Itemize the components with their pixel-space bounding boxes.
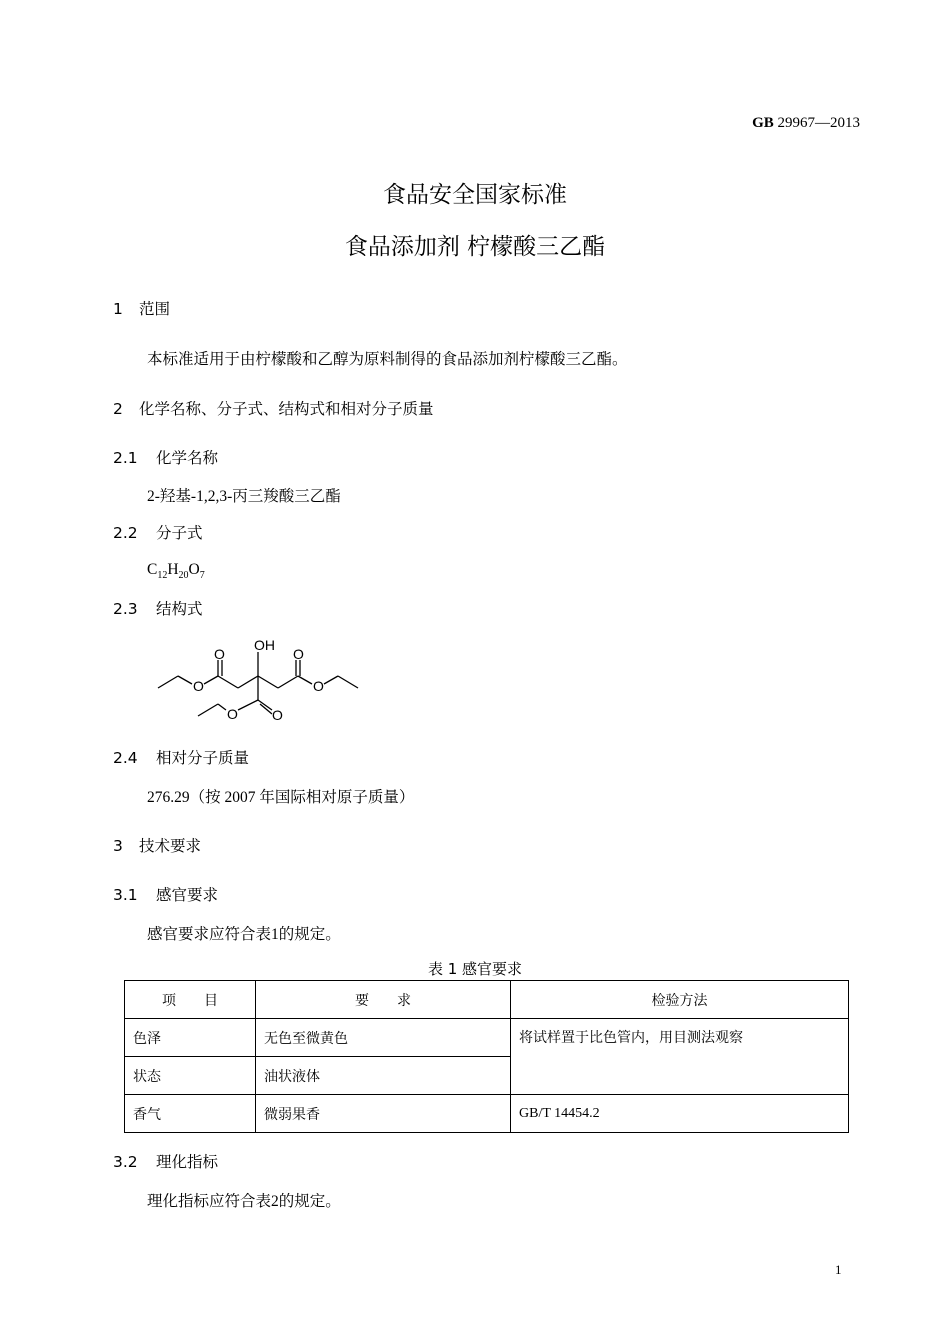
cell-method-merged: 将试样置于比色管内，用目测法观察: [511, 1019, 849, 1095]
formula-c: C: [147, 561, 158, 578]
section-title: 感官要求: [156, 886, 219, 904]
section-number: 2.2: [113, 524, 138, 542]
section-2-1-heading: [113, 446, 218, 468]
molecular-weight: 276.29（按 2007 年国际相对原子质量）: [147, 789, 415, 806]
structural-formula: [150, 630, 370, 730]
section-number: 2.3: [113, 600, 138, 618]
ester-o-label: O: [227, 706, 238, 722]
header-method: 检验方法: [511, 981, 849, 1019]
table-1: [124, 980, 849, 1133]
section-number: 2.1: [113, 449, 138, 467]
header-item: 项 目: [125, 981, 256, 1019]
formula-h-sub: 20: [178, 570, 189, 582]
standard-prefix: GB: [752, 115, 774, 131]
table-1-caption: 表 1 感官要求: [427, 960, 523, 978]
cell-requirement: 微弱果香: [256, 1095, 511, 1133]
formula-c-sub: 12: [157, 570, 168, 582]
hydroxyl-label: OH: [254, 637, 275, 653]
section-number: 3.2: [113, 1153, 138, 1171]
section-number: 2.4: [113, 749, 138, 767]
ester-o-label: O: [313, 678, 324, 694]
section-3-1-heading: [113, 883, 218, 905]
section-title: 化学名称: [156, 449, 219, 467]
section-2-4-heading: [113, 746, 249, 768]
document-subtitle: 食品添加剂 柠檬酸三乙酯: [344, 234, 606, 260]
section-number: 3: [113, 837, 123, 855]
section-number: 1: [113, 300, 123, 318]
section-title: 分子式: [156, 524, 203, 542]
section-1-text: 本标准适用于由柠檬酸和乙醇为原料制得的食品添加剂柠檬酸三乙酯。: [147, 351, 628, 368]
section-2-3-heading: [113, 597, 203, 619]
cell-item: 香气: [125, 1095, 256, 1133]
section-title: 技术要求: [139, 837, 202, 855]
section-3-2-text: 理化指标应符合表2的规定。: [147, 1193, 341, 1210]
table-row: [125, 1095, 849, 1133]
table-row: [125, 1019, 849, 1057]
section-title: 相对分子质量: [156, 749, 250, 767]
standard-code: [752, 115, 860, 132]
ester-o-label: O: [193, 678, 204, 694]
standard-number: 29967—2013: [777, 115, 860, 131]
carbonyl-o-label: O: [214, 646, 225, 662]
section-title: 化学名称、分子式、结构式和相对分子质量: [139, 400, 434, 418]
section-title: 理化指标: [156, 1153, 219, 1171]
section-3-1-text: 感官要求应符合表1的规定。: [147, 926, 341, 943]
formula-o-sub: 7: [199, 570, 205, 582]
section-number: 3.1: [113, 886, 138, 904]
section-number: 2: [113, 400, 123, 418]
section-3-2-heading: [113, 1150, 218, 1172]
section-2-heading: [113, 397, 434, 419]
chemical-name: 2-羟基-1,2,3-丙三羧酸三乙酯: [147, 488, 341, 505]
molecular-formula: [147, 561, 205, 581]
section-title: 范围: [139, 300, 171, 318]
section-2-2-heading: [113, 521, 203, 543]
carbonyl-o-label: O: [272, 707, 283, 723]
cell-item: 状态: [125, 1057, 256, 1095]
table-header-row: [125, 981, 849, 1019]
document-title: 食品安全国家标准: [383, 182, 567, 208]
cell-item: 色泽: [125, 1019, 256, 1057]
cell-method: GB/T 14454.2: [511, 1095, 849, 1133]
section-1-heading: [113, 297, 170, 319]
page-number: 1: [835, 1262, 842, 1277]
section-title: 结构式: [156, 600, 203, 618]
cell-requirement: 无色至微黄色: [256, 1019, 511, 1057]
header-requirement: 要 求: [256, 981, 511, 1019]
formula-h: H: [167, 561, 179, 578]
formula-o: O: [188, 561, 200, 578]
carbonyl-o-label: O: [293, 646, 304, 662]
cell-requirement: 油状液体: [256, 1057, 511, 1095]
bonds: [158, 652, 358, 716]
section-3-heading: [113, 834, 201, 856]
